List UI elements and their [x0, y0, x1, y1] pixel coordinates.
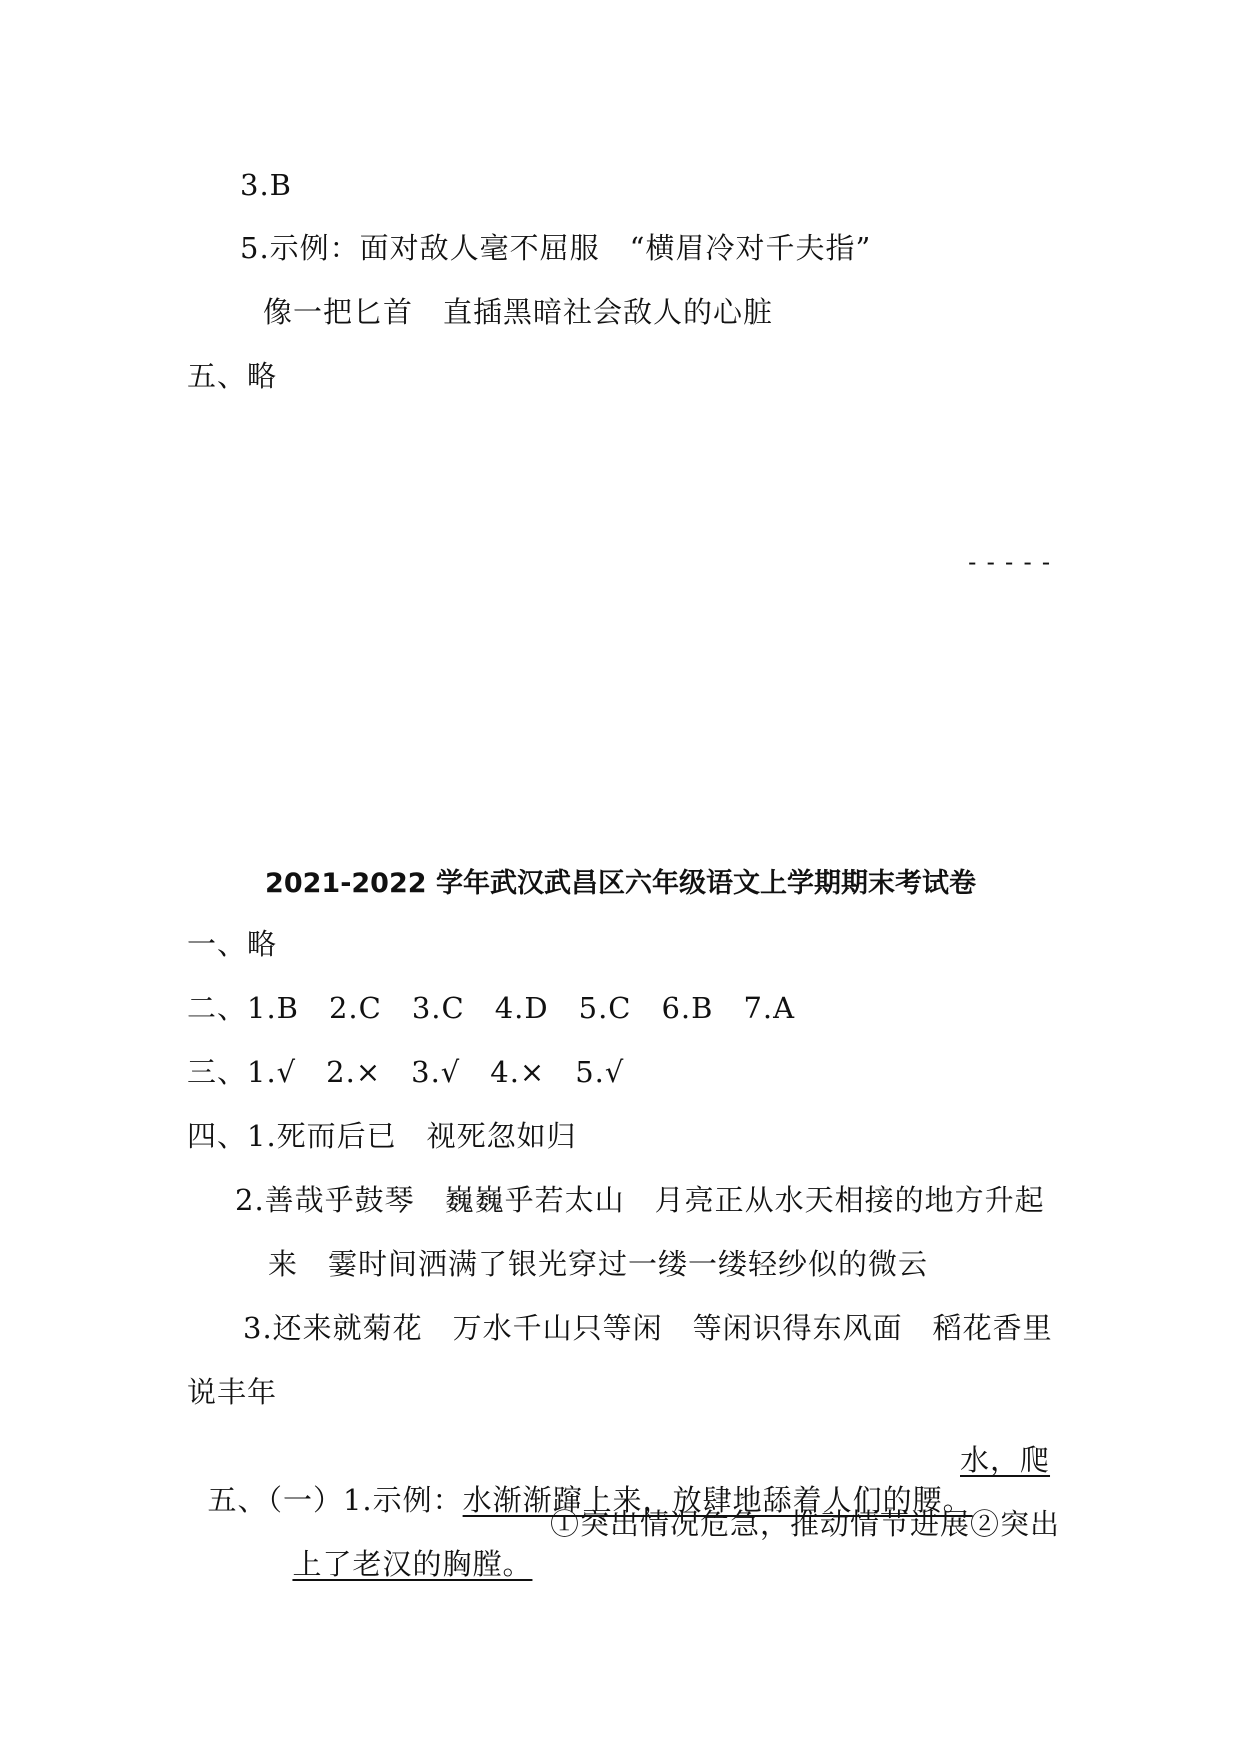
section-three: 三、1.√ 2.× 3.√ 4.× 5.√	[187, 1055, 625, 1089]
section-four-item-2-cont: 来 霎时间洒满了银光穿过一缕一缕轻纱似的微云	[268, 1247, 929, 1281]
answer-line-3b: 3.B	[240, 168, 292, 202]
section-four-item-3-cont: 说丰年	[187, 1375, 278, 1409]
underlined-answer-1: 水渐渐蹿上来，放肆地舔着人们的腰。	[462, 1483, 973, 1517]
underlined-answer-3: 上了老汉的胸膛。	[292, 1547, 533, 1581]
section-four-item-2: 2.善哉乎鼓琴 巍巍乎若太山 月亮正从水天相接的地方升起	[235, 1183, 1045, 1217]
section-two: 二、1.B 2.C 3.C 4.D 5.C 6.B 7.A	[187, 991, 796, 1025]
answer-line-5-cont: 像一把匕首 直插黑暗社会敌人的心脏	[263, 295, 774, 329]
section-five-explanation: ①突出情况危急，推动情节进展②突出	[550, 1507, 1061, 1541]
section-five-prefix: 五、（一）1.示例：	[207, 1483, 463, 1517]
dashes-separator: -----	[965, 548, 1058, 576]
section-one: 一、略	[187, 927, 278, 961]
underlined-answer-2: 水，爬	[960, 1443, 1051, 1477]
section-five-cont	[272, 1504, 532, 1584]
answer-line-5: 5.示例：面对敌人毫不屈服 “横眉冷对千夫指”	[240, 231, 872, 265]
page-title: 2021-2022 学年武汉武昌区六年级语文上学期期末考试卷	[265, 868, 976, 899]
section-five-top: 五、略	[187, 359, 278, 393]
section-four: 四、1.死而后已 视死忽如归	[187, 1119, 577, 1153]
section-four-item-3: 3.还来就菊花 万水千山只等闲 等闲识得东风面 稻花香里	[243, 1311, 1053, 1345]
